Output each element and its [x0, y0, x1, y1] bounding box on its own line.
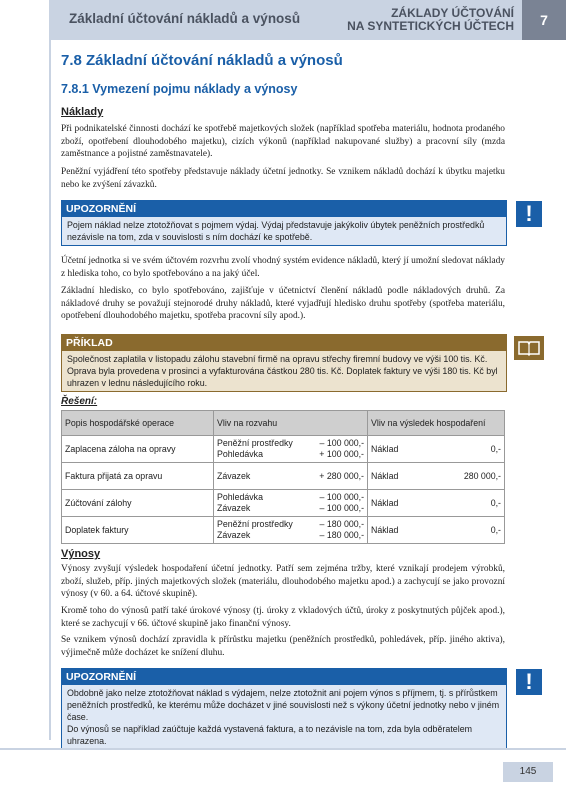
table-cell: Zaplacena záloha na opravy	[62, 436, 214, 463]
naklady-heading: Náklady	[61, 106, 104, 118]
warning-text-1: Obdobně jako nelze ztotožňovat náklad s výdajem, nelze ztotožnit ani pojem výnos s příjmem, tj. s přírůstkem peněžních prostředků, ke kterému může docházet v jiné souvislosti než s výkony účetní jednotky nebo v jiném čase.	[67, 688, 500, 722]
result-label: Náklad	[371, 443, 399, 454]
balance-value: + 100 000,-	[319, 449, 364, 459]
vynosy-heading: Výnosy	[61, 548, 101, 560]
warning-title: UPOZORNĚNÍ	[62, 669, 506, 685]
balance-value: – 100 000,-	[319, 438, 364, 448]
table-header: Popis hospodářské operace	[62, 411, 214, 436]
warning-box-1	[61, 200, 507, 246]
book-icon	[514, 336, 544, 360]
example-text: Společnost zaplatila v listopadu zálohu stavební firmě na opravu střechy firemní budovy ve výši 100 tis. Kč. Oprava byla provedena v prosinci a vyfakturována částkou 280 tis. Kč. Doplatek faktury ve výši 180 tis. Kč byl uhrazen v lednu následujícího roku.	[62, 351, 506, 391]
balance-item: Peněžní prostředky	[217, 438, 293, 448]
naklady-paragraph-1: Při podnikatelské činnosti dochází ke spotřebě majetkových složek (například spotřeba materiálu, hodnota prodaného zboží, opotřebení dlouhodobého majetku), cizích výkonů (například nakupované služby) a pracovní síly (mzda zaměstnance a pojistné zaměstnavatele).	[61, 124, 505, 160]
table-cell	[214, 490, 368, 517]
page-number: 145	[503, 762, 553, 782]
warning-text: Pojem náklad nelze ztotožňovat s pojmem výdaj. Výdaj představuje jakýkoliv úbytek peněžních prostředků nezávisle na tom, zda v souvislosti s ním dochází ke spotřebě.	[62, 217, 506, 245]
section-title: 7.8 Základní účtování nákladů a výnosů	[61, 52, 343, 69]
left-rule	[49, 40, 51, 740]
paragraph-4: Základní hledisko, co bylo spotřebováno, zajišťuje v účetnictví členění nákladů podle nákladových druhů. Za nákladové druhy se považují stejnorodé druhy nákladů, které vyjadřují hledisko druhu spotřeby (spotřeba materiálu, opotřebení dlouhodobého majetku, spotřeba pracovní síly apod.).	[61, 286, 505, 322]
table-row	[62, 463, 505, 490]
balance-item: Pohledávka	[217, 449, 263, 459]
vynosy-paragraph-2: Kromě toho do výnosů patří také úrokové výnosy (tj. úroky z vkladových účtů, úroky z poskytnutých půjček apod.), které se zachycují v 66. účtové skupině jako finanční výnosy.	[61, 606, 505, 629]
balance-value: + 280 000,-	[319, 470, 364, 481]
operations-table	[61, 410, 505, 544]
table-row	[62, 436, 505, 463]
result-label: Náklad	[371, 524, 399, 535]
balance-item: Závazek	[217, 470, 251, 481]
header-chapter-line2: NA SYNTETICKÝCH ÚČTECH	[347, 19, 514, 33]
header-title: Základní účtování nákladů a výnosů	[69, 11, 301, 26]
page-header	[49, 0, 566, 40]
balance-value: – 180 000,-	[319, 519, 364, 529]
vynosy-paragraph-3: Se vznikem výnosů dochází zpravidla k přírůstku majetku (peněžních prostředků, pohledávek, příp. jiného aktiva), výjimečně může docházet ke snížení dluhu.	[61, 635, 505, 658]
paragraph-3: Účetní jednotka si ve svém účtovém rozvrhu zvolí vhodný systém evidence nákladů, který jí umožní sledovat náklady z hlediska toho, co bylo spotřebováno a na jaký účel.	[61, 256, 505, 279]
warning-text	[62, 685, 506, 749]
result-label: Náklad	[371, 470, 399, 481]
footer-rule	[0, 748, 566, 750]
warning-title: UPOZORNĚNÍ	[62, 201, 506, 217]
result-value: 280 000,-	[463, 470, 501, 481]
result-value: 0,-	[490, 497, 501, 508]
balance-value: – 100 000,-	[319, 492, 364, 502]
balance-value: – 100 000,-	[319, 503, 364, 513]
exclamation-icon: !	[516, 201, 542, 227]
table-cell	[214, 463, 368, 490]
table-cell: Faktura přijatá za opravu	[62, 463, 214, 490]
warning-box-2	[61, 668, 507, 750]
table-cell	[368, 436, 505, 463]
balance-item: Pohledávka	[217, 492, 263, 502]
subsection-title: 7.8.1 Vymezení pojmu náklady a výnosy	[61, 82, 298, 96]
balance-item: Závazek	[217, 530, 251, 540]
balance-value: – 180 000,-	[319, 530, 364, 540]
table-cell	[368, 463, 505, 490]
header-chapter-title	[347, 7, 514, 33]
header-chapter-line1: ZÁKLADY ÚČTOVÁNÍ	[391, 6, 514, 20]
example-box	[61, 334, 507, 392]
naklady-paragraph-2: Peněžní vyjádření této spotřeby představuje náklady účetní jednotky. Se vznikem nákladů dochází k úbytku majetku nebo ke zvýšení závazků.	[61, 167, 505, 190]
table-header: Vliv na výsledek hospodaření	[368, 411, 505, 436]
vynosy-paragraph-1: Výnosy zvyšují výsledek hospodaření účetní jednotky. Patří sem zejména tržby, které vznikají prodejem výrobků, zboží, služeb, příp. jiných majetkových složek (materiálu, dlouhodobého majetku apod.) a zachycují se jako provozní výnosy (v 60. a 64. účtové skupině).	[61, 564, 505, 600]
result-label: Náklad	[371, 497, 399, 508]
table-header: Vliv na rozvahu	[214, 411, 368, 436]
solution-label: Řešení:	[61, 396, 98, 407]
table-row	[62, 490, 505, 517]
result-value: 0,-	[490, 524, 501, 535]
chapter-number: 7	[522, 0, 566, 40]
balance-item: Závazek	[217, 503, 251, 513]
exclamation-icon: !	[516, 669, 542, 695]
example-title: PŘÍKLAD	[62, 335, 506, 351]
balance-item: Peněžní prostředky	[217, 519, 293, 529]
table-cell: Zúčtování zálohy	[62, 490, 214, 517]
result-value: 0,-	[490, 443, 501, 454]
table-cell	[214, 517, 368, 544]
table-cell: Doplatek faktury	[62, 517, 214, 544]
table-row	[62, 517, 505, 544]
table-cell	[368, 517, 505, 544]
warning-text-2: Do výnosů se například zaúčtuje každá vystavená faktura, a to nezávisle na tom, zda byla odběratelem uhrazena.	[67, 724, 473, 746]
table-cell	[368, 490, 505, 517]
table-cell	[214, 436, 368, 463]
